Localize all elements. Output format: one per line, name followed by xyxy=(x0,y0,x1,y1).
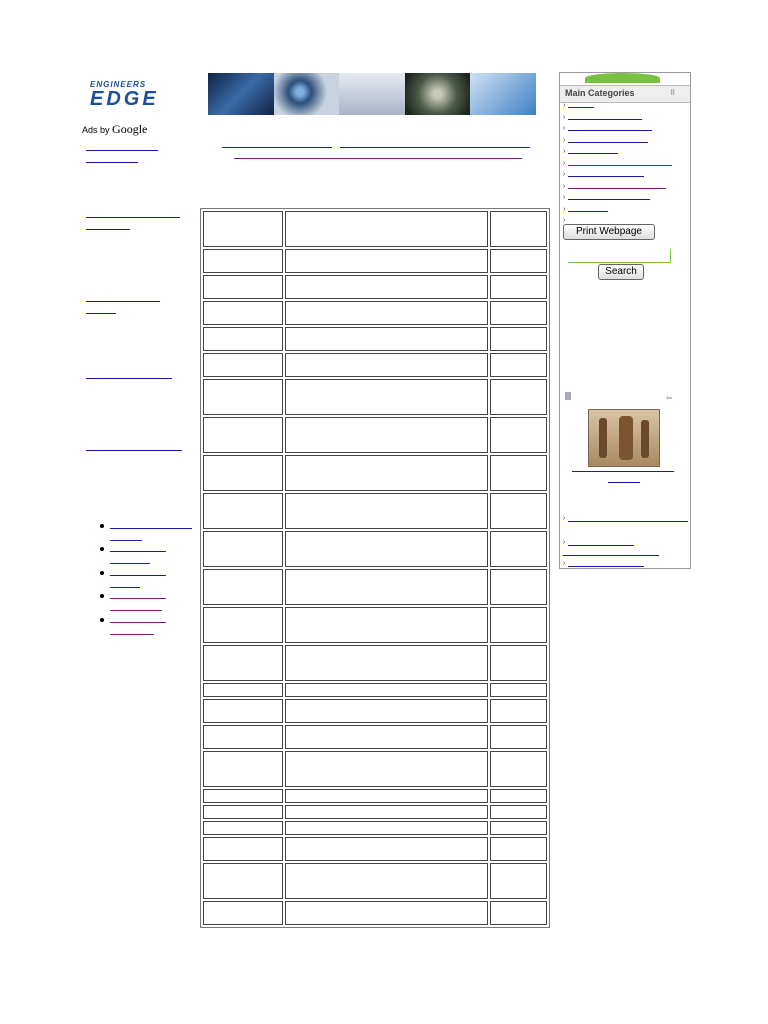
table-cell xyxy=(285,249,489,273)
chevron-right-icon: › xyxy=(563,136,566,144)
table-row xyxy=(203,607,547,643)
chevron-right-icon: › xyxy=(563,205,566,213)
bullet-link-2[interactable] xyxy=(110,551,166,552)
table-cell xyxy=(203,821,283,835)
grip-icon: ⠿ xyxy=(670,90,676,97)
ad-link-5[interactable] xyxy=(86,450,182,451)
table-cell xyxy=(285,493,489,529)
table-cell xyxy=(490,607,547,643)
table-cell xyxy=(203,353,283,377)
breadcrumb-link-3[interactable] xyxy=(234,158,522,159)
chevron-right-icon: › xyxy=(563,159,566,167)
table-row xyxy=(203,531,547,567)
product-image[interactable] xyxy=(588,409,660,467)
ad-link-2[interactable] xyxy=(86,217,180,218)
table-cell xyxy=(490,301,547,325)
table-cell xyxy=(490,751,547,787)
sidebar-bottom-link-4[interactable] xyxy=(568,566,644,567)
table-row xyxy=(203,901,547,925)
sidebar-header xyxy=(560,85,690,103)
table-cell xyxy=(203,751,283,787)
table-cell xyxy=(285,211,489,247)
bullet-link-4b[interactable] xyxy=(110,610,162,611)
table-cell xyxy=(285,837,489,861)
table-cell xyxy=(203,211,283,247)
chevron-right-icon: › xyxy=(563,102,566,109)
bullet-link-3b[interactable] xyxy=(110,587,140,588)
table-row xyxy=(203,569,547,605)
table-cell xyxy=(203,837,283,861)
aircraft-image xyxy=(339,73,405,115)
table-cell xyxy=(490,327,547,351)
table-cell xyxy=(285,607,489,643)
table-cell xyxy=(285,301,489,325)
table-row xyxy=(203,417,547,453)
category-link[interactable] xyxy=(568,119,642,120)
bullet-link-4[interactable] xyxy=(110,598,166,599)
eye-image xyxy=(274,73,340,115)
table-cell xyxy=(285,901,489,925)
bullet xyxy=(100,547,104,551)
table-cell xyxy=(203,645,283,681)
bullet-link-1b[interactable] xyxy=(110,540,142,541)
bullet-link-1[interactable] xyxy=(110,528,192,529)
table-cell xyxy=(203,805,283,819)
ad-link-1b[interactable] xyxy=(86,162,138,163)
ad-link-4[interactable] xyxy=(86,378,172,379)
table-cell xyxy=(490,531,547,567)
figure xyxy=(641,420,649,458)
table-row xyxy=(203,683,547,697)
table-cell xyxy=(490,249,547,273)
table-row xyxy=(203,379,547,415)
table-row xyxy=(203,821,547,835)
table-cell xyxy=(285,569,489,605)
table-cell xyxy=(490,821,547,835)
table-row xyxy=(203,751,547,787)
category-link[interactable] xyxy=(568,211,608,212)
table-cell xyxy=(203,901,283,925)
product-link-b[interactable] xyxy=(608,482,640,483)
bullet-link-2b[interactable] xyxy=(110,563,150,564)
table-cell xyxy=(490,789,547,803)
table-row xyxy=(203,645,547,681)
table-row xyxy=(203,353,547,377)
ad-link-3b[interactable] xyxy=(86,313,116,314)
logo-line2: EDGE xyxy=(90,88,159,110)
sidebar-header-title: Main Categories xyxy=(565,88,635,98)
table-cell xyxy=(490,805,547,819)
table-row xyxy=(203,455,547,491)
category-link[interactable] xyxy=(568,107,594,108)
table-row xyxy=(203,863,547,899)
table-cell xyxy=(285,805,489,819)
table-cell xyxy=(490,863,547,899)
table-cell xyxy=(490,699,547,723)
chevron-right-icon: › xyxy=(563,125,566,132)
table-row xyxy=(203,493,547,529)
table-cell xyxy=(285,327,489,351)
figure xyxy=(599,418,607,458)
table-cell xyxy=(285,353,489,377)
breadcrumb-link-1[interactable] xyxy=(222,147,332,148)
table-cell xyxy=(203,699,283,723)
table-cell xyxy=(490,569,547,605)
table-cell xyxy=(490,353,547,377)
ad-link-3[interactable] xyxy=(86,301,160,302)
keyboard-image xyxy=(470,73,536,115)
table-cell xyxy=(203,789,283,803)
sidebar-bottom-link-3[interactable] xyxy=(563,555,659,556)
refresh-icon[interactable]: ⇦ xyxy=(666,395,672,402)
table-cell xyxy=(285,863,489,899)
sidebar-bottom-link-2[interactable] xyxy=(568,545,634,546)
table-cell xyxy=(285,417,489,453)
table-cell xyxy=(490,901,547,925)
bullet-link-5[interactable] xyxy=(110,622,166,623)
table-cell xyxy=(490,493,547,529)
chevron-right-icon: › xyxy=(563,182,566,190)
chevron-right-icon: › xyxy=(563,171,566,178)
category-link[interactable] xyxy=(568,176,644,177)
table-cell xyxy=(203,863,283,899)
bullet xyxy=(100,618,104,622)
table-row xyxy=(203,725,547,749)
table-cell xyxy=(285,699,489,723)
bullet-link-3[interactable] xyxy=(110,575,166,576)
table-row xyxy=(203,211,547,247)
category-link[interactable] xyxy=(568,188,666,189)
table-cell xyxy=(285,821,489,835)
table-cell xyxy=(203,417,283,453)
product-link[interactable] xyxy=(572,471,674,472)
table-cell xyxy=(490,725,547,749)
table-cell xyxy=(203,379,283,415)
google-brand: Google xyxy=(112,122,148,136)
table-row xyxy=(203,789,547,803)
table-cell xyxy=(490,275,547,299)
table-cell xyxy=(203,455,283,491)
category-link[interactable] xyxy=(568,165,672,166)
print-webpage-button[interactable]: Print Webpage xyxy=(563,224,655,240)
table-cell xyxy=(490,211,547,247)
table-cell xyxy=(203,275,283,299)
table-cell xyxy=(490,379,547,415)
table-cell xyxy=(490,455,547,491)
table-row xyxy=(203,301,547,325)
bullet-link-5b[interactable] xyxy=(110,634,154,635)
chevron-right-icon: › xyxy=(563,113,566,121)
table-cell xyxy=(285,455,489,491)
figure xyxy=(619,416,633,460)
engineers-edge-logo[interactable] xyxy=(82,80,178,110)
table-cell xyxy=(203,531,283,567)
ads-by-google[interactable] xyxy=(82,122,147,137)
sidebar-bottom-link-1[interactable] xyxy=(568,521,688,522)
small-icon xyxy=(565,392,571,400)
table-cell xyxy=(490,645,547,681)
table-cell xyxy=(285,751,489,787)
search-button[interactable]: Search xyxy=(598,264,644,280)
table-row xyxy=(203,327,547,351)
table-cell xyxy=(490,837,547,861)
data-table xyxy=(200,208,550,928)
table-cell xyxy=(203,607,283,643)
table-cell xyxy=(285,789,489,803)
logo-line1: ENGINEERS xyxy=(90,80,147,89)
table-cell xyxy=(285,645,489,681)
sidebar-green-arc xyxy=(585,73,660,83)
category-link[interactable] xyxy=(568,153,618,154)
category-link[interactable] xyxy=(568,130,652,131)
table-row xyxy=(203,805,547,819)
bullet xyxy=(100,594,104,598)
table-cell xyxy=(285,531,489,567)
chevron-right-icon: › xyxy=(563,194,566,201)
table-cell xyxy=(285,683,489,697)
ad-link-1[interactable] xyxy=(86,150,158,151)
breadcrumb-link-2[interactable] xyxy=(340,147,530,148)
category-link[interactable] xyxy=(568,142,648,143)
table-row xyxy=(203,699,547,723)
gears-image xyxy=(405,73,471,115)
search-input[interactable] xyxy=(568,249,671,263)
category-link[interactable] xyxy=(568,199,650,200)
table-cell xyxy=(285,275,489,299)
table-cell xyxy=(490,683,547,697)
sidebar: Main Categories ⠿ › › › › › › › › › › › Print Webpage Search ⇦ › › › xyxy=(559,72,691,569)
table-row xyxy=(203,275,547,299)
table-cell xyxy=(203,493,283,529)
table-cell xyxy=(203,249,283,273)
table-cell xyxy=(285,725,489,749)
chevron-right-icon: › xyxy=(563,148,566,155)
bullet xyxy=(100,524,104,528)
table-cell xyxy=(203,327,283,351)
table-cell xyxy=(285,379,489,415)
table-cell xyxy=(203,569,283,605)
table-cell xyxy=(203,683,283,697)
chevron-right-icon: › xyxy=(563,217,566,224)
table-row xyxy=(203,249,547,273)
header-banner-image xyxy=(208,73,536,115)
bullet xyxy=(100,571,104,575)
table-row xyxy=(203,837,547,861)
table-cell xyxy=(203,725,283,749)
table-cell xyxy=(490,417,547,453)
ad-link-2b[interactable] xyxy=(86,229,130,230)
table-cell xyxy=(203,301,283,325)
satellite-image xyxy=(208,73,274,115)
ads-prefix: Ads by xyxy=(82,125,110,135)
